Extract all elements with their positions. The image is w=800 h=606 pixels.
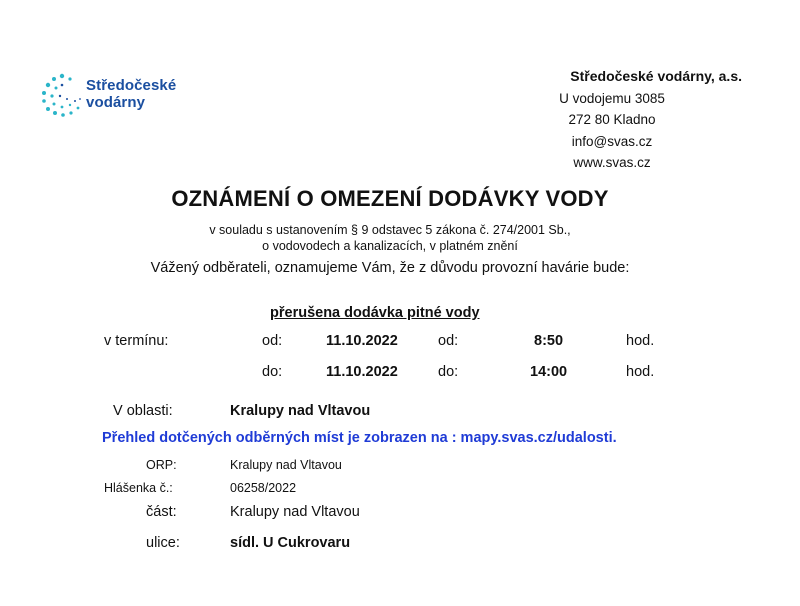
- part-value: Kralupy nad Vltavou: [230, 504, 360, 520]
- orp-value: Kralupy nad Vltavou: [230, 458, 342, 472]
- legal-basis: [0, 222, 780, 254]
- area-value: Kralupy nad Vltavou: [230, 403, 371, 419]
- to-time-label: do:: [438, 364, 459, 380]
- to-time: 14:00: [530, 364, 568, 380]
- from-date: 11.10.2022: [326, 333, 398, 349]
- street-label: ulice:: [146, 535, 180, 551]
- outage-heading: přerušena dodávka pitné vody: [270, 305, 480, 321]
- company-email: info@svas.cz: [571, 133, 653, 149]
- logo-text-line1: Středočeské: [86, 77, 177, 94]
- company-web: www.svas.cz: [573, 155, 651, 170]
- part-label: část:: [146, 504, 177, 520]
- orp-label: ORP:: [146, 458, 177, 472]
- term-label: v termínu:: [104, 333, 169, 349]
- from-time: 8:50: [534, 333, 564, 349]
- to-date-label: do:: [262, 364, 283, 380]
- company-name: Středočeské vodárny, a.s.: [570, 68, 742, 84]
- company-city: 272 80 Kladno: [568, 112, 656, 127]
- from-time-label: od:: [438, 333, 459, 349]
- affected-places-link[interactable]: Přehled dotčených odběrných míst je zobrazen na : mapy.svas.cz/udalosti.: [102, 430, 617, 446]
- company-street: U vodojemu 3085: [559, 90, 665, 106]
- from-date-label: od:: [262, 333, 283, 349]
- company-address: [482, 66, 742, 174]
- water-drops-icon: [40, 72, 84, 118]
- report-value: 06258/2022: [230, 481, 297, 495]
- legal-line1: v souladu s ustanovením § 9 odstavec 5 zákona č. 274/2001 Sb.,: [209, 223, 571, 237]
- company-logo: [40, 72, 240, 122]
- area-label: V oblasti:: [113, 403, 173, 419]
- to-hod: hod.: [626, 364, 655, 380]
- from-hod: hod.: [626, 333, 655, 349]
- street-value: sídl. U Cukrovaru: [230, 535, 351, 551]
- report-label: Hlášenka č.:: [104, 481, 173, 495]
- intro-text: Vážený odběrateli, oznamujeme Vám, že z důvodu provozní havárie bude:: [150, 260, 630, 276]
- to-date: 11.10.2022: [326, 364, 398, 380]
- document-title: OZNÁMENÍ O OMEZENÍ DODÁVKY VODY: [171, 186, 609, 211]
- legal-line2: o vodovodech a kanalizacích, v platném znění: [262, 239, 518, 253]
- logo-text-line2: vodárny: [86, 94, 146, 111]
